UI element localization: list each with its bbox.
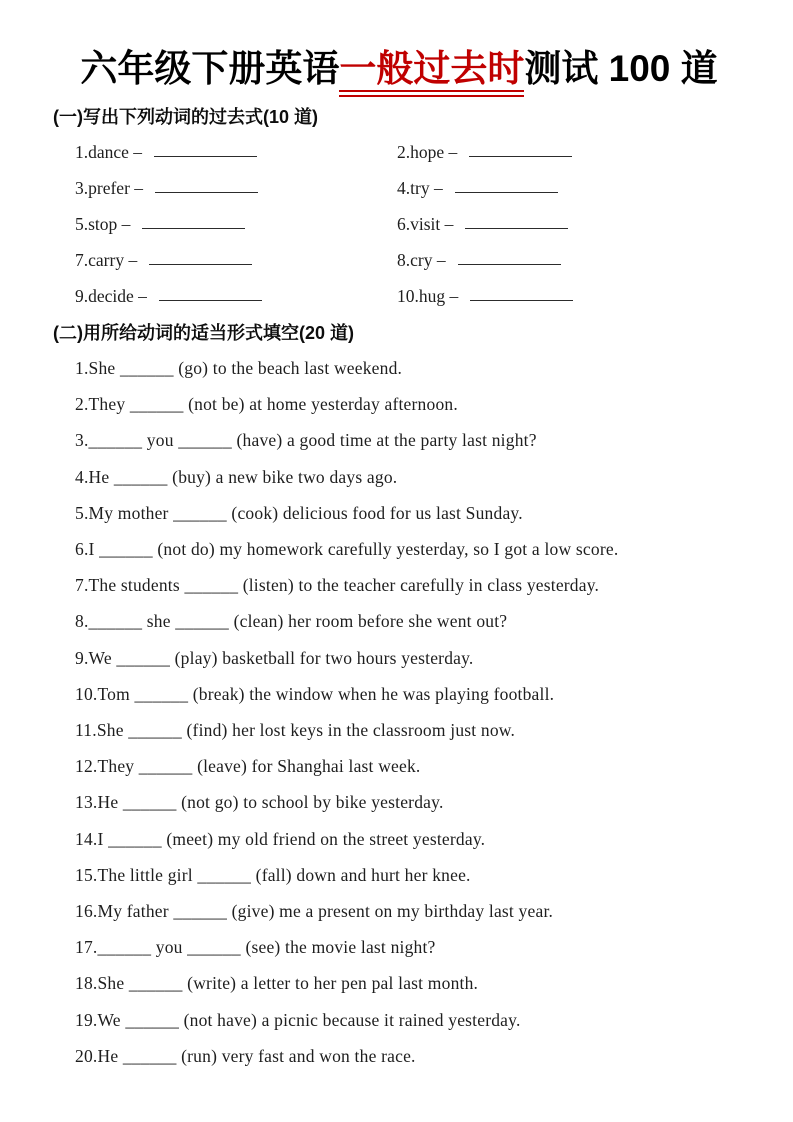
verb-item [397, 278, 745, 314]
fill-in-list [53, 350, 745, 1074]
fill-item: 20.He ______ (run) very fast and won the race. [75, 1045, 416, 1066]
fill-item: 9.We ______ (play) basketball for two hours yesterday. [75, 647, 474, 668]
verb-item [75, 278, 397, 314]
section2-heading: (二)用所给动词的适当形式填空(20 道) [53, 323, 354, 343]
answer-blank [470, 298, 573, 301]
fill-item: 7.The students ______ (listen) to the teacher carefully in class yesterday. [75, 575, 600, 596]
verb-list [53, 134, 745, 314]
fill-item: 5.My mother ______ (cook) delicious food for us last Sunday. [75, 502, 523, 523]
verb-label: 9.decide – [75, 286, 147, 306]
answer-blank [455, 190, 558, 193]
verb-item [75, 134, 397, 170]
fill-item: 1.She ______ (go) to the beach last weekend. [75, 358, 403, 378]
fill-item: 11.She ______ (find) her lost keys in the classroom just now. [75, 720, 516, 741]
fill-item: 16.My father ______ (give) me a present on my birthday last year. [75, 901, 554, 922]
answer-blank [149, 262, 252, 265]
verb-item [75, 170, 397, 206]
fill-item: 19.We ______ (not have) a picnic because it rained yesterday. [75, 1009, 521, 1030]
fill-item: 6.I ______ (not do) my homework carefully yesterday, so I got a low score. [75, 539, 619, 560]
verb-item [397, 206, 745, 242]
fill-item: 18.She ______ (write) a letter to her pen pal last month. [75, 973, 479, 994]
verb-label: 7.carry – [75, 250, 138, 270]
fill-item: 15.The little girl ______ (fall) down and hurt her knee. [75, 864, 471, 885]
verb-item [75, 206, 397, 242]
verb-item [397, 134, 745, 170]
page-title [53, 46, 745, 92]
verb-label: 6.visit – [397, 214, 454, 234]
section1-heading: (一)写出下列动词的过去式(10 道) [53, 107, 318, 127]
verb-label: 8.cry – [397, 250, 446, 270]
answer-blank [458, 262, 561, 265]
answer-blank [159, 298, 262, 301]
answer-blank [154, 154, 257, 157]
title-prefix: 六年级下册英语 [80, 48, 340, 89]
fill-item: 13.He ______ (not go) to school by bike yesterday. [75, 792, 444, 813]
verb-item [397, 242, 745, 278]
fill-item: 3.______ you ______ (have) a good time at the party last night? [75, 430, 537, 451]
answer-blank [142, 226, 245, 229]
fill-item: 14.I ______ (meet) my old friend on the street yesterday. [75, 828, 486, 849]
answer-blank [465, 226, 568, 229]
verb-label: 4.try – [397, 178, 443, 198]
verb-item [397, 170, 745, 206]
title-suffix: 测试 100 道 [524, 48, 718, 89]
verb-label: 5.stop – [75, 214, 131, 234]
title-highlight: 一般过去时 [339, 48, 524, 97]
fill-item: 12.They ______ (leave) for Shanghai last week. [75, 756, 421, 777]
answer-blank [469, 154, 572, 157]
verb-label: 1.dance – [75, 142, 143, 162]
verb-label: 3.prefer – [75, 178, 144, 198]
fill-item: 8.______ she ______ (clean) her room before she went out? [75, 611, 508, 632]
fill-item: 4.He ______ (buy) a new bike two days ago. [75, 466, 398, 487]
fill-item: 17.______ you ______ (see) the movie last night? [75, 937, 436, 958]
fill-item: 2.They ______ (not be) at home yesterday afternoon. [75, 394, 458, 415]
verb-item [75, 242, 397, 278]
answer-blank [155, 190, 258, 193]
verb-label: 2.hope – [397, 142, 458, 162]
fill-item: 10.Tom ______ (break) the window when he was playing football. [75, 683, 555, 704]
verb-label: 10.hug – [397, 286, 459, 306]
